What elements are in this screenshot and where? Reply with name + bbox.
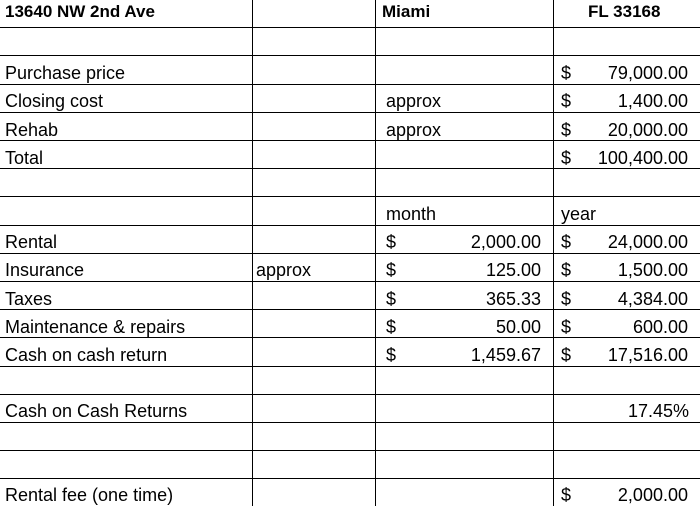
- row-label: Taxes: [5, 289, 53, 309]
- currency-symbol: $: [561, 289, 572, 309]
- fee-amount: 2,000.00: [617, 485, 688, 505]
- fee-label: Rental fee (one time): [5, 485, 174, 505]
- note-text: approx: [386, 120, 442, 140]
- row-label: Closing cost: [5, 91, 104, 111]
- month-value: 50.00: [495, 317, 541, 337]
- currency-symbol: $: [561, 148, 572, 168]
- year-cell[interactable]: [553, 338, 700, 366]
- grid-row-line: [0, 478, 700, 479]
- row-label: Purchase price: [5, 63, 126, 83]
- purchase-row: [0, 56, 700, 84]
- row-label-cell[interactable]: [0, 141, 252, 169]
- grid-row-line: [0, 253, 700, 254]
- currency-symbol: $: [386, 232, 397, 252]
- month-value: 2,000.00: [470, 232, 541, 252]
- year-cell[interactable]: [553, 281, 700, 310]
- fee-amount-cell[interactable]: [553, 479, 700, 506]
- purchase-row: [0, 112, 700, 141]
- row-label: Insurance: [5, 260, 85, 280]
- amount-value: 20,000.00: [607, 120, 688, 140]
- year-value: 600.00: [632, 317, 688, 337]
- note-cell[interactable]: [252, 253, 375, 281]
- income-row: [0, 281, 700, 310]
- note-text: approx: [256, 260, 312, 280]
- row-label: Total: [5, 148, 44, 168]
- currency-symbol: $: [386, 345, 397, 365]
- grid-row-line: [0, 225, 700, 226]
- year-header-cell[interactable]: [553, 197, 700, 225]
- currency-symbol: $: [561, 91, 572, 111]
- row-label-cell[interactable]: [0, 253, 252, 281]
- state-zip-text: FL 33168: [588, 2, 661, 21]
- year-cell[interactable]: [553, 310, 700, 338]
- returns-value: 17.45%: [627, 401, 689, 421]
- currency-symbol: $: [561, 120, 572, 140]
- row-label-cell[interactable]: [0, 338, 252, 366]
- currency-symbol: $: [561, 232, 572, 252]
- city-cell[interactable]: [375, 0, 553, 27]
- month-value: 125.00: [485, 260, 541, 280]
- grid-row-line: [0, 55, 700, 56]
- year-value: 17,516.00: [607, 345, 688, 365]
- period-header-row: [0, 197, 700, 225]
- currency-symbol: $: [561, 345, 572, 365]
- grid-row-line: [0, 196, 700, 197]
- grid-row-line: [0, 366, 700, 367]
- amount-cell[interactable]: [553, 112, 700, 141]
- currency-symbol: $: [386, 260, 397, 280]
- amount-value: 1,400.00: [617, 91, 688, 111]
- row-label: Maintenance & repairs: [5, 317, 186, 337]
- row-label-cell[interactable]: [0, 225, 252, 253]
- row-label-cell[interactable]: [0, 84, 252, 112]
- year-cell[interactable]: [553, 225, 700, 253]
- amount-value: 79,000.00: [607, 63, 688, 83]
- row-label-cell[interactable]: [0, 310, 252, 338]
- year-header: year: [561, 204, 597, 224]
- grid-row-line: [0, 309, 700, 310]
- currency-symbol: $: [386, 317, 397, 337]
- purchase-row: [0, 141, 700, 169]
- amount-cell[interactable]: [553, 141, 700, 169]
- month-header: month: [386, 204, 437, 224]
- returns-label: Cash on Cash Returns: [5, 401, 188, 421]
- income-row: [0, 225, 700, 253]
- year-value: 1,500.00: [617, 260, 688, 280]
- grid-row-line: [0, 450, 700, 451]
- header-row: [0, 0, 700, 27]
- month-cell[interactable]: [375, 281, 553, 310]
- address-cell[interactable]: [0, 0, 252, 27]
- purchase-row: [0, 84, 700, 112]
- grid-row-line: [0, 422, 700, 423]
- income-row: [0, 310, 700, 338]
- note-cell[interactable]: [375, 112, 553, 141]
- grid-row-line: [0, 140, 700, 141]
- month-header-cell[interactable]: [375, 197, 553, 225]
- currency-symbol: $: [561, 63, 572, 83]
- month-cell[interactable]: [375, 225, 553, 253]
- fee-label-cell[interactable]: [0, 479, 252, 506]
- state-zip-cell[interactable]: [553, 0, 700, 27]
- grid-row-line: [0, 84, 700, 85]
- note-cell[interactable]: [375, 84, 553, 112]
- month-value: 365.33: [485, 289, 541, 309]
- amount-cell[interactable]: [553, 56, 700, 84]
- returns-row: [0, 394, 700, 422]
- year-value: 4,384.00: [617, 289, 688, 309]
- row-label: Rental: [5, 232, 58, 252]
- income-row: [0, 253, 700, 281]
- row-label-cell[interactable]: [0, 281, 252, 310]
- income-row: [0, 338, 700, 366]
- amount-cell[interactable]: [553, 84, 700, 112]
- currency-symbol: $: [561, 485, 572, 505]
- month-cell[interactable]: [375, 310, 553, 338]
- grid-row-line: [0, 27, 700, 28]
- year-cell[interactable]: [553, 253, 700, 281]
- amount-value: 100,400.00: [597, 148, 688, 168]
- grid-row-line: [0, 281, 700, 282]
- grid-row-line: [0, 168, 700, 169]
- currency-symbol: $: [386, 289, 397, 309]
- grid-row-line: [0, 337, 700, 338]
- month-value: 1,459.67: [470, 345, 541, 365]
- fee-row: [0, 479, 700, 506]
- month-cell[interactable]: [375, 253, 553, 281]
- note-text: approx: [386, 91, 442, 111]
- currency-symbol: $: [561, 317, 572, 337]
- currency-symbol: $: [561, 260, 572, 280]
- returns-value-cell[interactable]: [553, 394, 700, 422]
- row-label: Rehab: [5, 120, 59, 140]
- city-text: Miami: [382, 2, 431, 21]
- row-label-cell[interactable]: [0, 56, 252, 84]
- returns-label-cell[interactable]: [0, 394, 252, 422]
- month-cell[interactable]: [375, 338, 553, 366]
- grid-row-line: [0, 112, 700, 113]
- year-value: 24,000.00: [607, 232, 688, 252]
- grid-row-line: [0, 394, 700, 395]
- row-label: Cash on cash return: [5, 345, 168, 365]
- row-label-cell[interactable]: [0, 112, 252, 141]
- address-text: 13640 NW 2nd Ave: [5, 2, 155, 21]
